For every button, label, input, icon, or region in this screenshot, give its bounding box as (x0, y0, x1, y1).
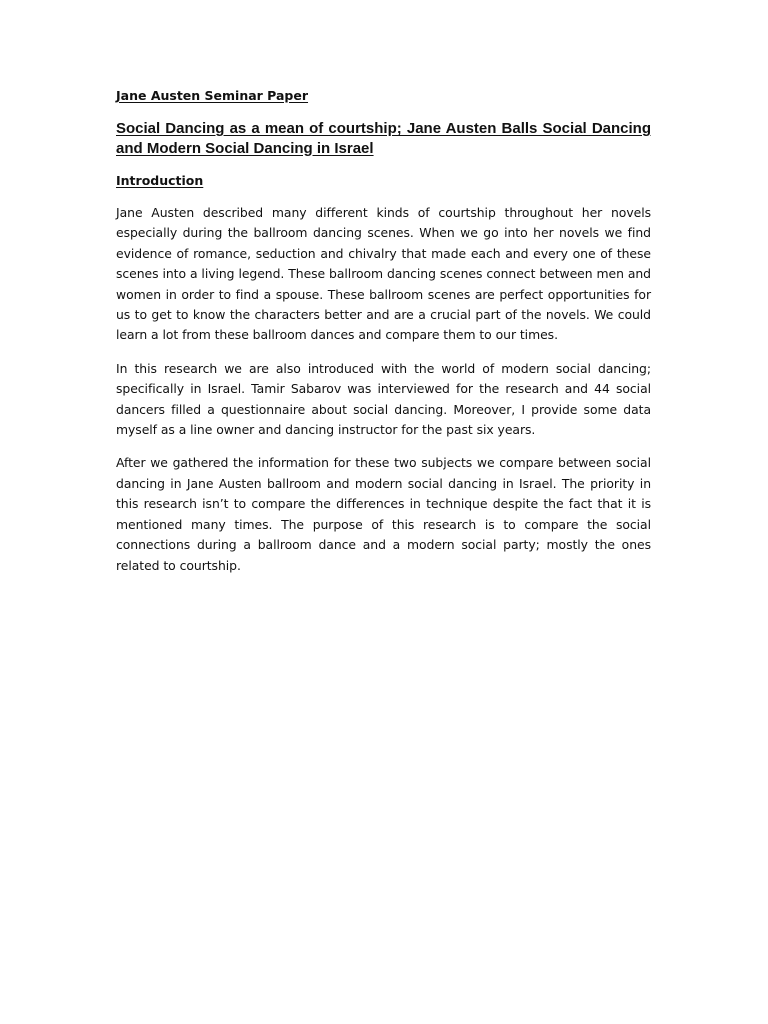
paragraph-1: Jane Austen described many different kinds of courtship throughout her novels especially during the ballroom dancing scenes. When we go into her novels we find evidence of romance, seduction and chivalry that made each and every one of these scenes into a living legend. These ballroom dancing scenes connect between men and women in order to find a spouse. These ballroom scenes are perfect opportunities for us to get to know the characters better and are a crucial part of the novels. We could learn a lot from these ballroom dances and compare them to our times. (116, 205, 651, 343)
paragraph-3: After we gathered the information for these two subjects we compare between social dancing in Jane Austen ballroom and modern social dancing in Israel. The priority in this research isn’t to compare the differences in technique despite the fact that it is mentioned many times. The purpose of this research is to compare the social connections during a ballroom dance and a modern social party; mostly the ones related to courtship. (116, 455, 651, 573)
section-heading-introduction: Introduction (116, 173, 204, 188)
paragraph-2: In this research we are also introduced with the world of modern social dancing; specifically in Israel. Tamir Sabarov was interviewed for the research and 44 social dancers filled a questionnaire about social dancing. Moreover, I provide some data myself as a line owner and dancing instructor for the past six years. (116, 360, 651, 438)
document-title: Social Dancing as a mean of courtship; Jane Austen Balls Social Dancing and Modern Social Dancing in Israel (116, 120, 651, 157)
header-label: Jane Austen Seminar Paper (116, 88, 309, 103)
document-page (116, 86, 651, 576)
